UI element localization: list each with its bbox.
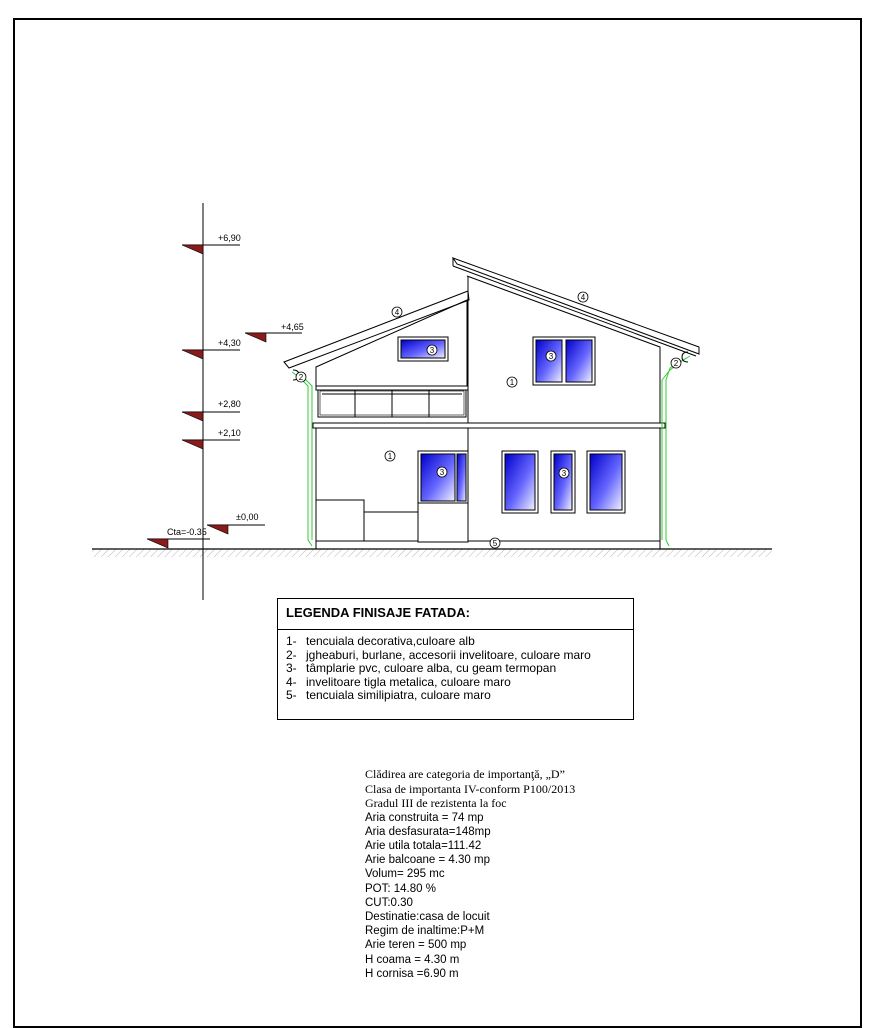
level-label-top: +6,90 xyxy=(218,233,241,243)
level-label-floor: +2,10 xyxy=(218,428,241,438)
legend-item xyxy=(286,635,591,649)
level-marker-icon xyxy=(182,245,203,254)
gutters-downpipes xyxy=(292,356,690,546)
spec-fire-resistance: Gradul III de rezistenta la foc xyxy=(365,796,507,810)
legend-item-text: jgheaburi, burlane, accesorii invelitoare, culoare maro xyxy=(306,647,591,662)
legend-item xyxy=(286,676,591,690)
legend-item-number: 3- xyxy=(286,661,297,676)
ground-line xyxy=(92,549,772,557)
tag-gutters: 2 xyxy=(298,373,304,382)
level-marker-icon xyxy=(182,440,203,449)
spec-volume: Volum= 295 mc xyxy=(365,868,445,881)
tag-render: 1 xyxy=(509,378,515,387)
level-marker-icon xyxy=(182,412,203,421)
legend-item-text: tencuiala decorativa,culoare alb xyxy=(306,634,475,648)
tag-windows: 3 xyxy=(561,469,567,478)
spec-balcony-area: Arie balcoane = 4.30 mp xyxy=(365,854,490,867)
level-marker-icon xyxy=(182,350,203,359)
legend-item-number: 2- xyxy=(286,647,297,662)
level-label-zero: ±0,00 xyxy=(236,512,259,522)
legend-item-number: 1- xyxy=(286,634,297,648)
tag-roof: 4 xyxy=(580,293,586,302)
level-marker-icon xyxy=(147,539,168,548)
level-label-eave: +4,30 xyxy=(218,338,241,348)
level-label-upper-sill: +2,80 xyxy=(218,399,241,409)
windows xyxy=(398,337,625,542)
spec-pot: POT: 14.80 % xyxy=(365,882,436,895)
tag-plinth: 5 xyxy=(492,539,498,548)
level-label-ground: Cta=-0.35 xyxy=(167,527,207,537)
spec-developed-area: Aria desfasurata=148mp xyxy=(365,825,491,838)
spec-cut: CUT:0.30 xyxy=(365,896,413,909)
level-marker-icon xyxy=(207,525,228,534)
spec-cornice-height: H cornisa =6.90 m xyxy=(365,967,459,980)
spec-lot-area: Arie teren = 500 mp xyxy=(365,939,467,952)
spec-built-area: Aria construita = 74 mp xyxy=(365,811,484,824)
spec-useful-area: Arie utila totala=111.42 xyxy=(365,839,482,852)
level-markers xyxy=(147,245,266,548)
legend-item-number: 5- xyxy=(286,688,297,703)
legend-title: LEGENDA FINISAJE FATADA: xyxy=(278,599,633,630)
level-label-ridge: +4,65 xyxy=(281,322,304,332)
tag-windows: 3 xyxy=(548,352,554,361)
legend-list xyxy=(286,635,591,703)
spec-importance: Clădirea are categoria de importanţă, „D” xyxy=(365,767,565,781)
spec-ridge-height: H coama = 4.30 m xyxy=(365,953,460,966)
building-specs xyxy=(365,767,665,981)
legend-item-text: tencuiala similipiatra, culoare maro xyxy=(306,688,491,703)
legend-item xyxy=(286,689,591,703)
legend-item xyxy=(286,662,591,676)
tag-windows: 3 xyxy=(429,346,435,355)
legend-item-number: 4- xyxy=(286,674,297,689)
tag-render: 1 xyxy=(387,452,393,461)
house-elevation xyxy=(284,258,699,549)
tag-gutters: 2 xyxy=(673,359,679,368)
facade-finish-legend xyxy=(277,598,634,720)
spec-class: Clasa de importanta IV-conform P100/2013 xyxy=(365,781,576,796)
spec-purpose: Destinatie:casa de locuit xyxy=(365,910,490,923)
spec-height-regime: Regim de inaltime:P+M xyxy=(365,925,485,938)
tag-roof: 4 xyxy=(394,308,400,317)
legend-item xyxy=(286,649,591,663)
tag-windows: 3 xyxy=(439,468,445,477)
legend-item-text: tâmplarie pvc, culoare alba, cu geam termopan xyxy=(306,661,557,676)
legend-item-text: invelitoare tigla metalica, culoare maro xyxy=(306,674,511,689)
level-marker-icon xyxy=(245,333,266,342)
gutter-hook-right xyxy=(682,352,688,362)
